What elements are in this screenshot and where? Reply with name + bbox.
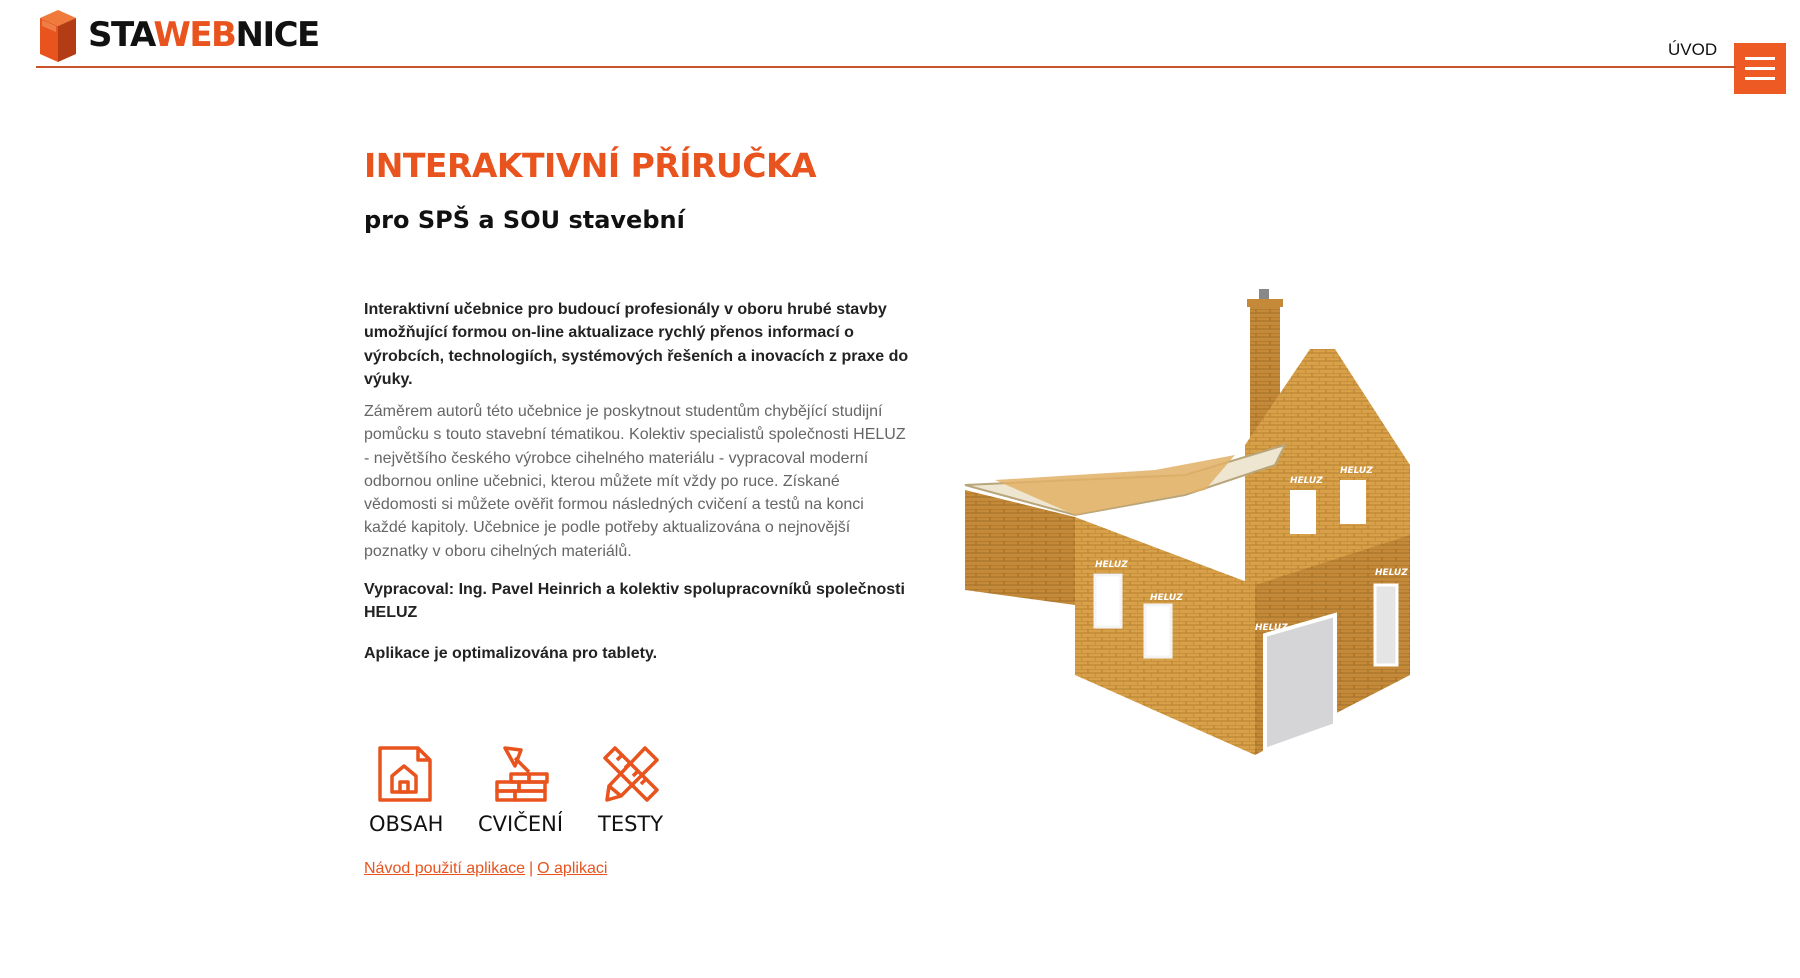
brand-mark: HELUZ (1340, 466, 1373, 476)
pencil-ruler-icon (601, 744, 661, 804)
cviceni-button[interactable] (478, 744, 563, 836)
hamburger-menu-button[interactable] (1734, 43, 1786, 94)
tablet-note: Aplikace je optimalizována pro tablety. (364, 645, 658, 662)
brand-mark: HELUZ (1095, 560, 1128, 570)
brick-house-illustration (955, 285, 1445, 775)
window (1290, 490, 1316, 534)
logo[interactable] (36, 6, 319, 64)
obsah-label: OBSAH (369, 812, 444, 836)
header-divider (36, 66, 1736, 68)
page-subtitle: pro SPŠ a SOU stavební (364, 206, 685, 234)
trowel-bricks-icon (491, 744, 551, 804)
brand-mark: HELUZ (1290, 476, 1323, 486)
brand-mark: HELUZ (1150, 593, 1183, 603)
window (1145, 605, 1171, 657)
nav-uvod-link[interactable]: ÚVOD (1668, 40, 1718, 59)
testy-button[interactable] (598, 744, 663, 836)
door-opening (1375, 585, 1397, 665)
intro-paragraph: Záměrem autorů této učebnice je poskytnout studentům chybějící studijní pomůcku s touto stavební tématikou. Kolektiv specialistů společnosti HELUZ - největšího českého výrobce cihelného materiálu - vypracoval moderní odbornou online učebnici, kterou můžete mít vždy po ruce. Získané vědomosti si můžete ověřit formou následných cvičení a testů na konci každé kapitoly. Učebnice je podle potřeby aktualizována o nejnovější poznatky v oboru cihelných materiálů. (364, 403, 906, 560)
window (1340, 480, 1366, 524)
cube-logo-icon (36, 6, 80, 64)
brand-mark: HELUZ (1255, 623, 1288, 633)
cviceni-label: CVIČENÍ (478, 812, 564, 836)
link-separator: | (528, 860, 534, 877)
hamburger-line (1745, 57, 1775, 60)
about-link[interactable]: O aplikaci (537, 860, 608, 877)
garage-opening (1265, 615, 1335, 750)
logo-text: STAWEBNICE (88, 15, 319, 55)
window (1095, 575, 1121, 627)
obsah-button[interactable] (369, 744, 443, 836)
manual-link[interactable]: Návod použití aplikace (364, 860, 525, 877)
brand-mark: HELUZ (1375, 568, 1408, 578)
author-paragraph: Vypracoval: Ing. Pavel Heinrich a kolektiv spolupracovníků společnosti HELUZ (364, 581, 905, 622)
header (0, 0, 1800, 70)
roof-beams (995, 455, 1235, 515)
intro-bold-paragraph: Interaktivní učebnice pro budoucí profesionály v oboru hrubé stavby umožňující formou on-line aktualizace rychlý přenos informací o výrobcích, technologiích, systémových řešeních a inovacích z praxe do výuky. (364, 301, 909, 388)
footer-links (364, 860, 607, 878)
house-document-icon (376, 744, 436, 804)
hamburger-line (1745, 77, 1775, 80)
hamburger-line (1745, 67, 1775, 70)
testy-label: TESTY (598, 812, 664, 836)
page-title: INTERAKTIVNÍ PŘÍRUČKA (364, 146, 817, 185)
section-icons (364, 744, 764, 844)
